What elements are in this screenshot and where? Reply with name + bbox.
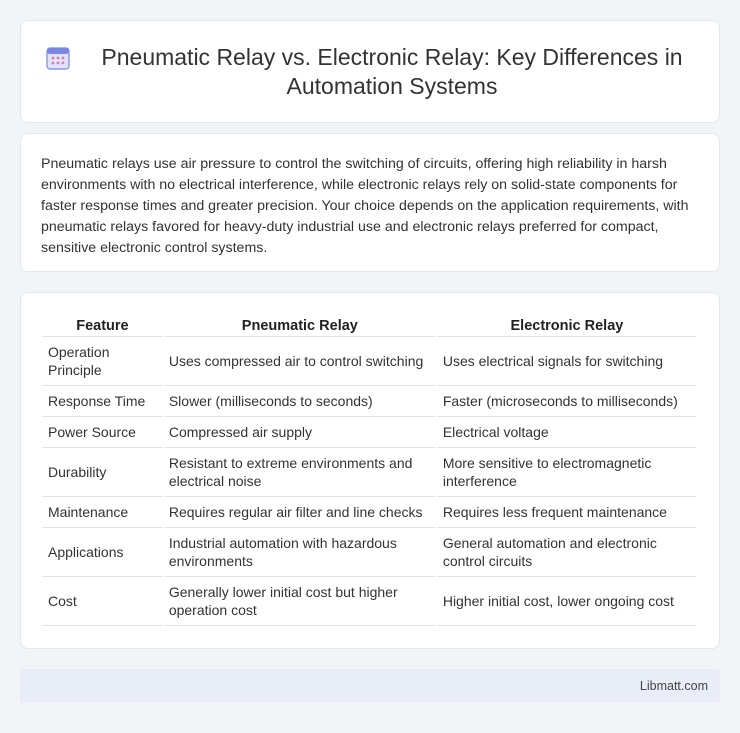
table-header-row xyxy=(43,315,696,337)
cell-pneumatic: Resistant to extreme environments and electrical noise xyxy=(164,448,436,497)
table-row xyxy=(43,497,696,528)
table-row xyxy=(43,577,696,626)
cell-pneumatic: Slower (milliseconds to seconds) xyxy=(164,386,436,417)
cell-pneumatic: Industrial automation with hazardous environments xyxy=(164,528,436,577)
footer-bar xyxy=(20,669,720,703)
cell-pneumatic: Uses compressed air to control switching xyxy=(164,337,436,386)
summary-card xyxy=(20,133,720,272)
title-card xyxy=(20,20,720,123)
cell-pneumatic: Generally lower initial cost but higher operation cost xyxy=(164,577,436,626)
cell-electronic: Electrical voltage xyxy=(438,417,696,448)
cell-pneumatic: Compressed air supply xyxy=(164,417,436,448)
table-row xyxy=(43,386,696,417)
comparison-card xyxy=(20,292,720,649)
table-row xyxy=(43,528,696,577)
cell-feature: Maintenance xyxy=(43,497,162,528)
calendar-icon xyxy=(45,45,71,71)
cell-electronic: Faster (microseconds to milliseconds) xyxy=(438,386,696,417)
footer-brand[interactable]: Libmatt.com xyxy=(639,679,708,693)
summary-paragraph: Pneumatic relays use air pressure to control the switching of circuits, offering high reliability in harsh environments with no electrical interference, while electronic relays rely on solid-state components for faster response times and greater precision. Your choice depends on the application requirements, with pneumatic relays favored for heavy-duty industrial use and electronic relays preferred for compact, sensitive electronic control systems. xyxy=(41,156,689,256)
cell-electronic: General automation and electronic control circuits xyxy=(438,528,696,577)
cell-electronic: More sensitive to electromagnetic interference xyxy=(438,448,696,497)
cell-feature: Response Time xyxy=(43,386,162,417)
cell-electronic: Higher initial cost, lower ongoing cost xyxy=(438,577,696,626)
header-electronic: Electronic Relay xyxy=(438,315,696,337)
table-row xyxy=(43,337,696,386)
cell-feature: Power Source xyxy=(43,417,162,448)
cell-electronic: Uses electrical signals for switching xyxy=(438,337,696,386)
cell-feature: Durability xyxy=(43,448,162,497)
cell-electronic: Requires less frequent maintenance xyxy=(438,497,696,528)
cell-feature: Cost xyxy=(43,577,162,626)
page-title: Pneumatic Relay vs. Electronic Relay: Key Differences in Automation Systems xyxy=(101,43,683,99)
cell-pneumatic: Requires regular air filter and line checks xyxy=(164,497,436,528)
table-row xyxy=(43,417,696,448)
comparison-table xyxy=(41,315,698,626)
cell-feature: Operation Principle xyxy=(43,337,162,386)
cell-feature: Applications xyxy=(43,528,162,577)
header-feature: Feature xyxy=(43,315,162,337)
header-pneumatic: Pneumatic Relay xyxy=(164,315,436,337)
table-row xyxy=(43,448,696,497)
